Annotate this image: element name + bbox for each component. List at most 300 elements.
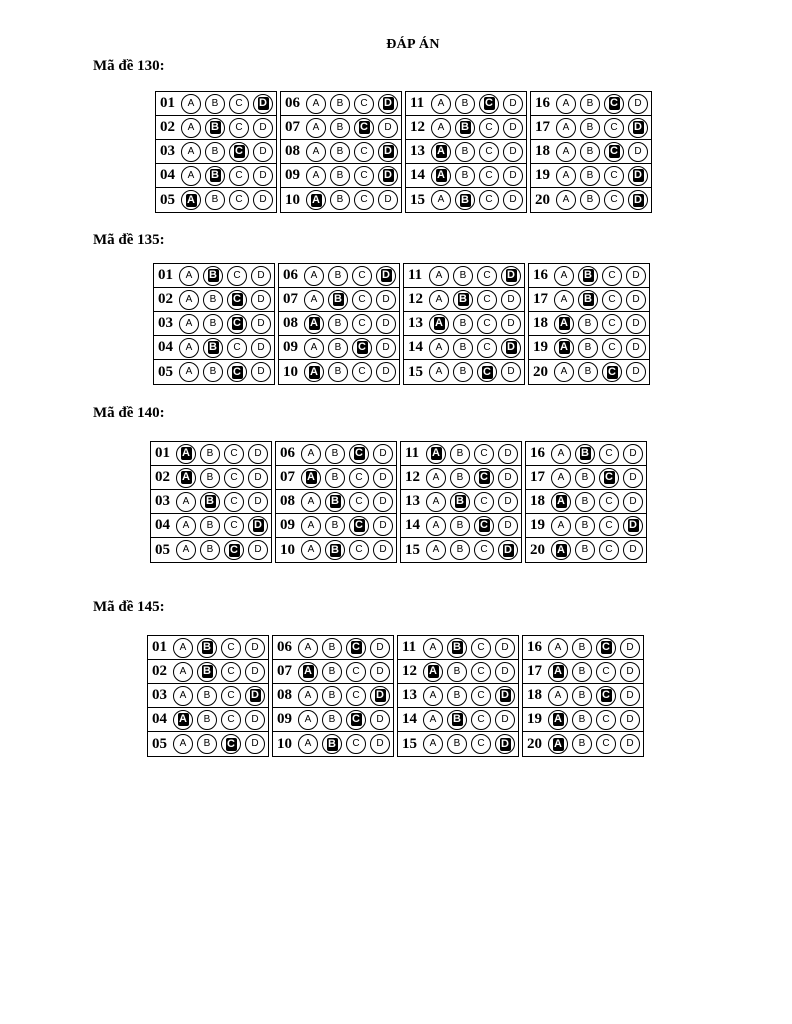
answer-bubble: A (304, 266, 324, 286)
question-row (154, 360, 274, 384)
answer-bubble: B (453, 266, 473, 286)
answer-block (522, 635, 644, 757)
question-row (526, 490, 646, 514)
question-row (273, 708, 393, 732)
answer-bubble: B (325, 444, 345, 464)
selected-answer-bubble: B (328, 290, 348, 310)
question-number: 16 (535, 95, 550, 111)
selected-answer-bubble: C (604, 94, 624, 114)
selected-answer-bubble: D (623, 516, 643, 536)
answer-bubble: A (556, 94, 576, 114)
answer-bubble: B (450, 468, 470, 488)
selected-answer-bubble: D (498, 540, 518, 560)
question-number: 04 (152, 711, 167, 727)
answer-bubble: B (450, 444, 470, 464)
answer-bubble: A (173, 686, 193, 706)
question-number: 05 (160, 191, 175, 208)
answer-bubble: D (620, 686, 640, 706)
selected-answer-bubble: D (378, 94, 398, 114)
answer-bubble: C (354, 142, 374, 162)
answer-bubble: A (306, 142, 326, 162)
answer-bubble: D (503, 118, 523, 138)
answer-block (147, 635, 269, 757)
selected-answer-bubble: B (455, 118, 475, 138)
answer-bubble: D (373, 468, 393, 488)
answer-bubble: C (224, 492, 244, 512)
question-row (156, 188, 276, 212)
answer-bubble: A (423, 734, 443, 754)
question-row (531, 164, 651, 188)
question-row (526, 538, 646, 562)
answer-bubble: C (477, 338, 497, 358)
answer-bubble: D (370, 638, 390, 658)
answer-bubble: A (429, 290, 449, 310)
answer-bubble: B (328, 266, 348, 286)
question-number: 13 (402, 687, 417, 703)
answer-bubble: C (352, 290, 372, 310)
question-row (281, 92, 401, 116)
answer-bubble: B (205, 142, 225, 162)
selected-answer-bubble: B (450, 492, 470, 512)
selected-answer-bubble: C (474, 516, 494, 536)
answer-bubble: B (330, 166, 350, 186)
answer-bubble: D (626, 338, 646, 358)
question-number: 16 (533, 267, 548, 283)
selected-answer-bubble: A (551, 492, 571, 512)
answer-bubble: C (479, 190, 499, 210)
selected-answer-bubble: A (181, 190, 201, 210)
answer-bubble: C (227, 266, 247, 286)
question-number: 19 (535, 167, 550, 183)
answer-bubble: C (224, 444, 244, 464)
question-row (279, 264, 399, 288)
answer-bubble: D (253, 142, 273, 162)
question-row (523, 708, 643, 732)
question-row (279, 336, 399, 360)
answer-bubble: B (455, 94, 475, 114)
answer-bubble: B (330, 190, 350, 210)
answer-bubble: C (352, 314, 372, 334)
selected-answer-bubble: B (453, 290, 473, 310)
selected-answer-bubble: B (575, 444, 595, 464)
answer-bubble: A (423, 686, 443, 706)
answer-bubble: B (572, 662, 592, 682)
answer-bubble: D (370, 662, 390, 682)
answer-bubble: B (197, 734, 217, 754)
answer-bubble: D (251, 266, 271, 286)
answer-block (280, 91, 402, 213)
answer-bubble: B (203, 290, 223, 310)
answer-bubble: B (205, 190, 225, 210)
answer-bubble: B (330, 94, 350, 114)
question-number: 03 (160, 143, 175, 159)
answer-bubble: C (349, 468, 369, 488)
answer-bubble: B (200, 468, 220, 488)
question-row (406, 140, 526, 164)
answer-bubble: C (479, 142, 499, 162)
answer-bubble: D (251, 290, 271, 310)
question-row (273, 732, 393, 756)
question-row (529, 264, 649, 288)
answer-bubble: A (179, 338, 199, 358)
selected-answer-bubble: B (203, 338, 223, 358)
selected-answer-bubble: D (628, 118, 648, 138)
question-number: 05 (152, 735, 167, 752)
answer-bubble: B (580, 166, 600, 186)
answer-bubble: C (229, 190, 249, 210)
answer-bubble: A (298, 686, 318, 706)
question-row (406, 188, 526, 212)
question-row (531, 116, 651, 140)
question-number: 08 (280, 493, 295, 509)
question-number: 19 (533, 339, 548, 355)
question-number: 20 (535, 191, 550, 208)
answer-bubble: D (503, 142, 523, 162)
answer-bubble: D (623, 492, 643, 512)
selected-answer-bubble: D (376, 266, 396, 286)
answer-bubble: D (620, 710, 640, 730)
question-row (531, 140, 651, 164)
question-number: 15 (410, 191, 425, 208)
question-number: 09 (277, 711, 292, 727)
question-number: 04 (155, 517, 170, 533)
question-number: 18 (533, 315, 548, 331)
answer-bubble: C (599, 516, 619, 536)
answer-bubble: B (330, 118, 350, 138)
answer-bubble: B (447, 686, 467, 706)
answer-bubble: C (599, 492, 619, 512)
answer-bubble: C (221, 686, 241, 706)
answer-bubble: D (495, 638, 515, 658)
answer-bubble: D (245, 710, 265, 730)
answer-bubble: A (306, 118, 326, 138)
answer-bubble: B (322, 710, 342, 730)
answer-bubble: A (426, 468, 446, 488)
question-row (151, 442, 271, 466)
question-number: 08 (283, 315, 298, 331)
answer-bubble: B (578, 338, 598, 358)
answer-bubble: C (474, 492, 494, 512)
answer-bubble: D (623, 540, 643, 560)
selected-answer-bubble: A (176, 468, 196, 488)
selected-answer-bubble: C (349, 444, 369, 464)
selected-answer-bubble: B (578, 290, 598, 310)
answer-bubble: C (604, 190, 624, 210)
answer-bubble: D (376, 362, 396, 382)
answer-bubble: D (373, 540, 393, 560)
answer-bubble: C (221, 710, 241, 730)
question-number: 16 (527, 639, 542, 655)
question-row (148, 636, 268, 660)
answer-bubble: B (575, 540, 595, 560)
answer-bubble: D (620, 734, 640, 754)
question-number: 05 (158, 363, 173, 380)
selected-answer-bubble: A (306, 190, 326, 210)
selected-answer-bubble: A (304, 314, 324, 334)
answer-bubble: A (548, 638, 568, 658)
question-row (529, 288, 649, 312)
question-row (523, 684, 643, 708)
answer-bubble: D (498, 492, 518, 512)
answer-bubble: C (596, 710, 616, 730)
answer-bubble: D (373, 516, 393, 536)
selected-answer-bubble: D (378, 142, 398, 162)
answer-bubble: C (602, 290, 622, 310)
answer-bubble: D (376, 290, 396, 310)
answer-bubble: D (245, 734, 265, 754)
selected-answer-bubble: D (248, 516, 268, 536)
question-row (401, 442, 521, 466)
answer-bubble: D (251, 362, 271, 382)
question-number: 13 (408, 315, 423, 331)
answer-bubble: D (620, 662, 640, 682)
answer-block (530, 91, 652, 213)
question-row (156, 164, 276, 188)
question-number: 16 (530, 445, 545, 461)
selected-answer-bubble: A (423, 662, 443, 682)
question-row (529, 312, 649, 336)
answer-bubble: D (620, 638, 640, 658)
answer-bubble: B (197, 710, 217, 730)
selected-answer-bubble: C (599, 468, 619, 488)
answer-bubble: A (301, 516, 321, 536)
answer-bubble: A (556, 166, 576, 186)
answer-bubble: A (176, 516, 196, 536)
selected-answer-bubble: D (501, 338, 521, 358)
answer-bubble: C (479, 166, 499, 186)
question-number: 02 (152, 663, 167, 679)
selected-answer-bubble: D (501, 266, 521, 286)
question-row (526, 466, 646, 490)
question-row (151, 466, 271, 490)
question-number: 12 (410, 119, 425, 135)
answer-bubble: B (328, 314, 348, 334)
answer-bubble: B (455, 166, 475, 186)
question-number: 20 (533, 363, 548, 380)
answer-bubble: D (253, 118, 273, 138)
question-row (404, 264, 524, 288)
question-row (281, 140, 401, 164)
question-row (276, 466, 396, 490)
selected-answer-bubble: B (197, 638, 217, 658)
answer-bubble: C (352, 362, 372, 382)
question-number: 10 (283, 363, 298, 380)
question-row (404, 360, 524, 384)
question-row (398, 660, 518, 684)
answer-bubble: A (173, 638, 193, 658)
selected-answer-bubble: A (554, 338, 574, 358)
selected-answer-bubble: A (304, 362, 324, 382)
question-row (406, 116, 526, 140)
answer-bubble: D (626, 266, 646, 286)
answer-bubble: A (429, 362, 449, 382)
answer-block (153, 263, 275, 385)
answer-bubble: D (626, 362, 646, 382)
selected-answer-bubble: C (596, 686, 616, 706)
selected-answer-bubble: A (551, 540, 571, 560)
answer-bubble: A (423, 638, 443, 658)
answer-bubble: C (471, 638, 491, 658)
selected-answer-bubble: C (221, 734, 241, 754)
selected-answer-bubble: C (229, 142, 249, 162)
question-number: 01 (158, 267, 173, 283)
answer-grid (147, 635, 644, 757)
answer-bubble: B (322, 638, 342, 658)
answer-bubble: C (221, 662, 241, 682)
answer-bubble: B (575, 516, 595, 536)
answer-bubble: C (354, 166, 374, 186)
answer-bubble: C (471, 710, 491, 730)
answer-bubble: B (575, 492, 595, 512)
answer-bubble: B (328, 362, 348, 382)
answer-bubble: A (423, 710, 443, 730)
question-row (398, 684, 518, 708)
answer-bubble: D (623, 444, 643, 464)
answer-bubble: C (604, 118, 624, 138)
question-number: 10 (285, 191, 300, 208)
answer-bubble: A (181, 118, 201, 138)
answer-bubble: D (501, 290, 521, 310)
answer-bubble: A (181, 94, 201, 114)
question-row (154, 288, 274, 312)
answer-bubble: A (551, 444, 571, 464)
answer-bubble: A (554, 362, 574, 382)
answer-bubble: C (471, 662, 491, 682)
answer-bubble: B (580, 94, 600, 114)
selected-answer-bubble: C (604, 142, 624, 162)
question-number: 20 (527, 735, 542, 752)
answer-bubble: A (176, 540, 196, 560)
answer-bubble: D (370, 710, 390, 730)
answer-bubble: B (575, 468, 595, 488)
selected-answer-bubble: B (203, 266, 223, 286)
answer-bubble: A (306, 166, 326, 186)
page-title: ĐÁP ÁN (386, 37, 440, 52)
answer-bubble: D (498, 444, 518, 464)
answer-bubble: A (556, 190, 576, 210)
question-number: 09 (283, 339, 298, 355)
question-number: 10 (277, 735, 292, 752)
answer-bubble: D (495, 710, 515, 730)
selected-answer-bubble: C (227, 314, 247, 334)
question-number: 04 (158, 339, 173, 355)
answer-grid (155, 91, 652, 213)
answer-bubble: C (604, 166, 624, 186)
selected-answer-bubble: B (447, 710, 467, 730)
answer-bubble: C (346, 662, 366, 682)
selected-answer-bubble: D (628, 190, 648, 210)
answer-block (405, 91, 527, 213)
question-number: 17 (535, 119, 550, 135)
exam-label-135: Mã đề 135: (93, 232, 165, 248)
question-row (404, 288, 524, 312)
answer-bubble: C (477, 290, 497, 310)
question-number: 13 (405, 493, 420, 509)
selected-answer-bubble: C (602, 362, 622, 382)
question-row (526, 514, 646, 538)
question-row (529, 336, 649, 360)
question-number: 02 (155, 469, 170, 485)
question-number: 06 (277, 639, 292, 655)
answer-bubble: B (453, 314, 473, 334)
answer-bubble: C (596, 734, 616, 754)
question-number: 09 (280, 517, 295, 533)
question-row (531, 92, 651, 116)
question-number: 12 (408, 291, 423, 307)
selected-answer-bubble: A (173, 710, 193, 730)
question-row (401, 538, 521, 562)
answer-bubble: C (224, 468, 244, 488)
answer-bubble: B (322, 662, 342, 682)
question-number: 03 (155, 493, 170, 509)
question-row (404, 312, 524, 336)
question-row (404, 336, 524, 360)
question-row (401, 490, 521, 514)
question-row (406, 92, 526, 116)
answer-bubble: B (572, 638, 592, 658)
question-row (154, 336, 274, 360)
answer-bubble: B (447, 734, 467, 754)
question-row (151, 538, 271, 562)
selected-answer-bubble: C (352, 338, 372, 358)
question-row (529, 360, 649, 384)
question-number: 06 (283, 267, 298, 283)
question-row (523, 660, 643, 684)
answer-bubble: D (248, 540, 268, 560)
question-row (398, 636, 518, 660)
answer-bubble: D (251, 338, 271, 358)
answer-bubble: C (227, 338, 247, 358)
answer-bubble: C (602, 314, 622, 334)
answer-bubble: D (626, 290, 646, 310)
question-number: 14 (402, 711, 417, 727)
answer-bubble: A (556, 142, 576, 162)
answer-bubble: B (328, 338, 348, 358)
selected-answer-bubble: C (477, 362, 497, 382)
answer-bubble: B (325, 468, 345, 488)
question-row (276, 538, 396, 562)
exam-label-130: Mã đề 130: (93, 58, 165, 74)
answer-bubble: A (429, 338, 449, 358)
question-number: 06 (285, 95, 300, 111)
answer-bubble: A (426, 516, 446, 536)
answer-block (278, 263, 400, 385)
selected-answer-bubble: A (426, 444, 446, 464)
question-number: 13 (410, 143, 425, 159)
question-number: 10 (280, 541, 295, 558)
answer-bubble: A (551, 468, 571, 488)
answer-bubble: B (325, 516, 345, 536)
answer-bubble: D (503, 166, 523, 186)
answer-bubble: B (200, 444, 220, 464)
question-row (273, 660, 393, 684)
question-number: 14 (410, 167, 425, 183)
selected-answer-bubble: A (548, 710, 568, 730)
selected-answer-bubble: D (245, 686, 265, 706)
question-row (281, 188, 401, 212)
selected-answer-bubble: B (200, 492, 220, 512)
question-row (156, 140, 276, 164)
question-row (273, 684, 393, 708)
answer-bubble: D (495, 662, 515, 682)
question-row (148, 732, 268, 756)
selected-answer-bubble: C (596, 638, 616, 658)
answer-bubble: D (623, 468, 643, 488)
answer-bubble: B (453, 338, 473, 358)
question-row (156, 92, 276, 116)
answer-bubble: C (471, 686, 491, 706)
answer-bubble: D (370, 734, 390, 754)
